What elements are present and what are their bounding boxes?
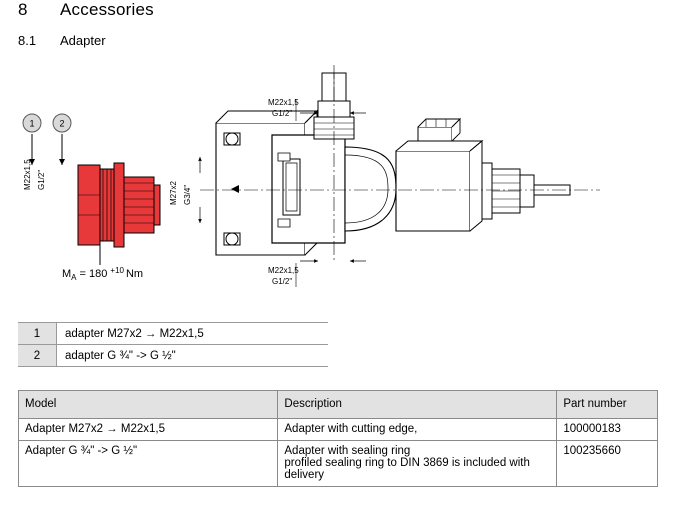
cell-description (278, 419, 557, 441)
callout-1-label: 1 (29, 118, 35, 129)
callout-2-label: 2 (59, 118, 65, 129)
table-header-row (19, 391, 658, 419)
chapter-heading (18, 0, 154, 20)
column-header-model: Model (19, 391, 278, 419)
cell-part-number: 100000183 (557, 419, 658, 441)
cell-model: Adapter M27x2 → M22x1,5 (19, 419, 278, 441)
left-view-label-1: M27x2 (169, 180, 178, 205)
legend-row (18, 322, 328, 345)
legend-row-text: adapter M27x2 → M22x1,5 (65, 327, 204, 340)
table-row (19, 419, 658, 441)
technical-drawing (0, 55, 675, 305)
chapter-number: 8 (18, 0, 28, 19)
torque-label: $M_A = 180$ $^{+10}$ Nm (62, 266, 144, 282)
left-view-label-2: G3/4" (183, 184, 192, 205)
cell-model: Adapter G ¾" -> G ½" (19, 441, 278, 487)
chapter-title: Accessories (60, 0, 154, 19)
left-thread-label-2: G1/2" (37, 169, 46, 190)
description-line: delivery (284, 469, 325, 481)
section-heading (18, 33, 106, 48)
left-thread-label-1: M22x1,5 (23, 159, 32, 190)
adapter-illustration-left (78, 163, 160, 247)
cell-part-number: 100235660 (557, 441, 658, 487)
table-row (19, 441, 658, 487)
description-line: Adapter with cutting edge, (284, 423, 418, 435)
cell-description (278, 441, 557, 487)
column-header-description: Description (278, 391, 557, 419)
column-header-part-number: Part number (557, 391, 658, 419)
legend-row-text: adapter G ¾" -> G ½" (65, 349, 176, 362)
description-line: Adapter with sealing ring (284, 445, 411, 457)
section-number: 8.1 (18, 33, 37, 48)
top-thread-label-1: M22x1,5 (268, 98, 299, 107)
legend-row (18, 345, 328, 367)
legend-row-number: 2 (18, 345, 57, 366)
legend-row-number: 1 (18, 323, 57, 344)
bottom-thread-label-2: G1/2" (272, 277, 293, 286)
accessories-table (18, 390, 658, 487)
legend-list (18, 322, 328, 367)
description-line: profiled sealing ring to DIN 3869 is included with (284, 457, 530, 469)
assembly-drawing (200, 65, 600, 261)
section-title: Adapter (60, 33, 106, 48)
bottom-thread-label-1: M22x1,5 (268, 266, 299, 275)
top-thread-label-2: G1/2" (272, 109, 293, 118)
